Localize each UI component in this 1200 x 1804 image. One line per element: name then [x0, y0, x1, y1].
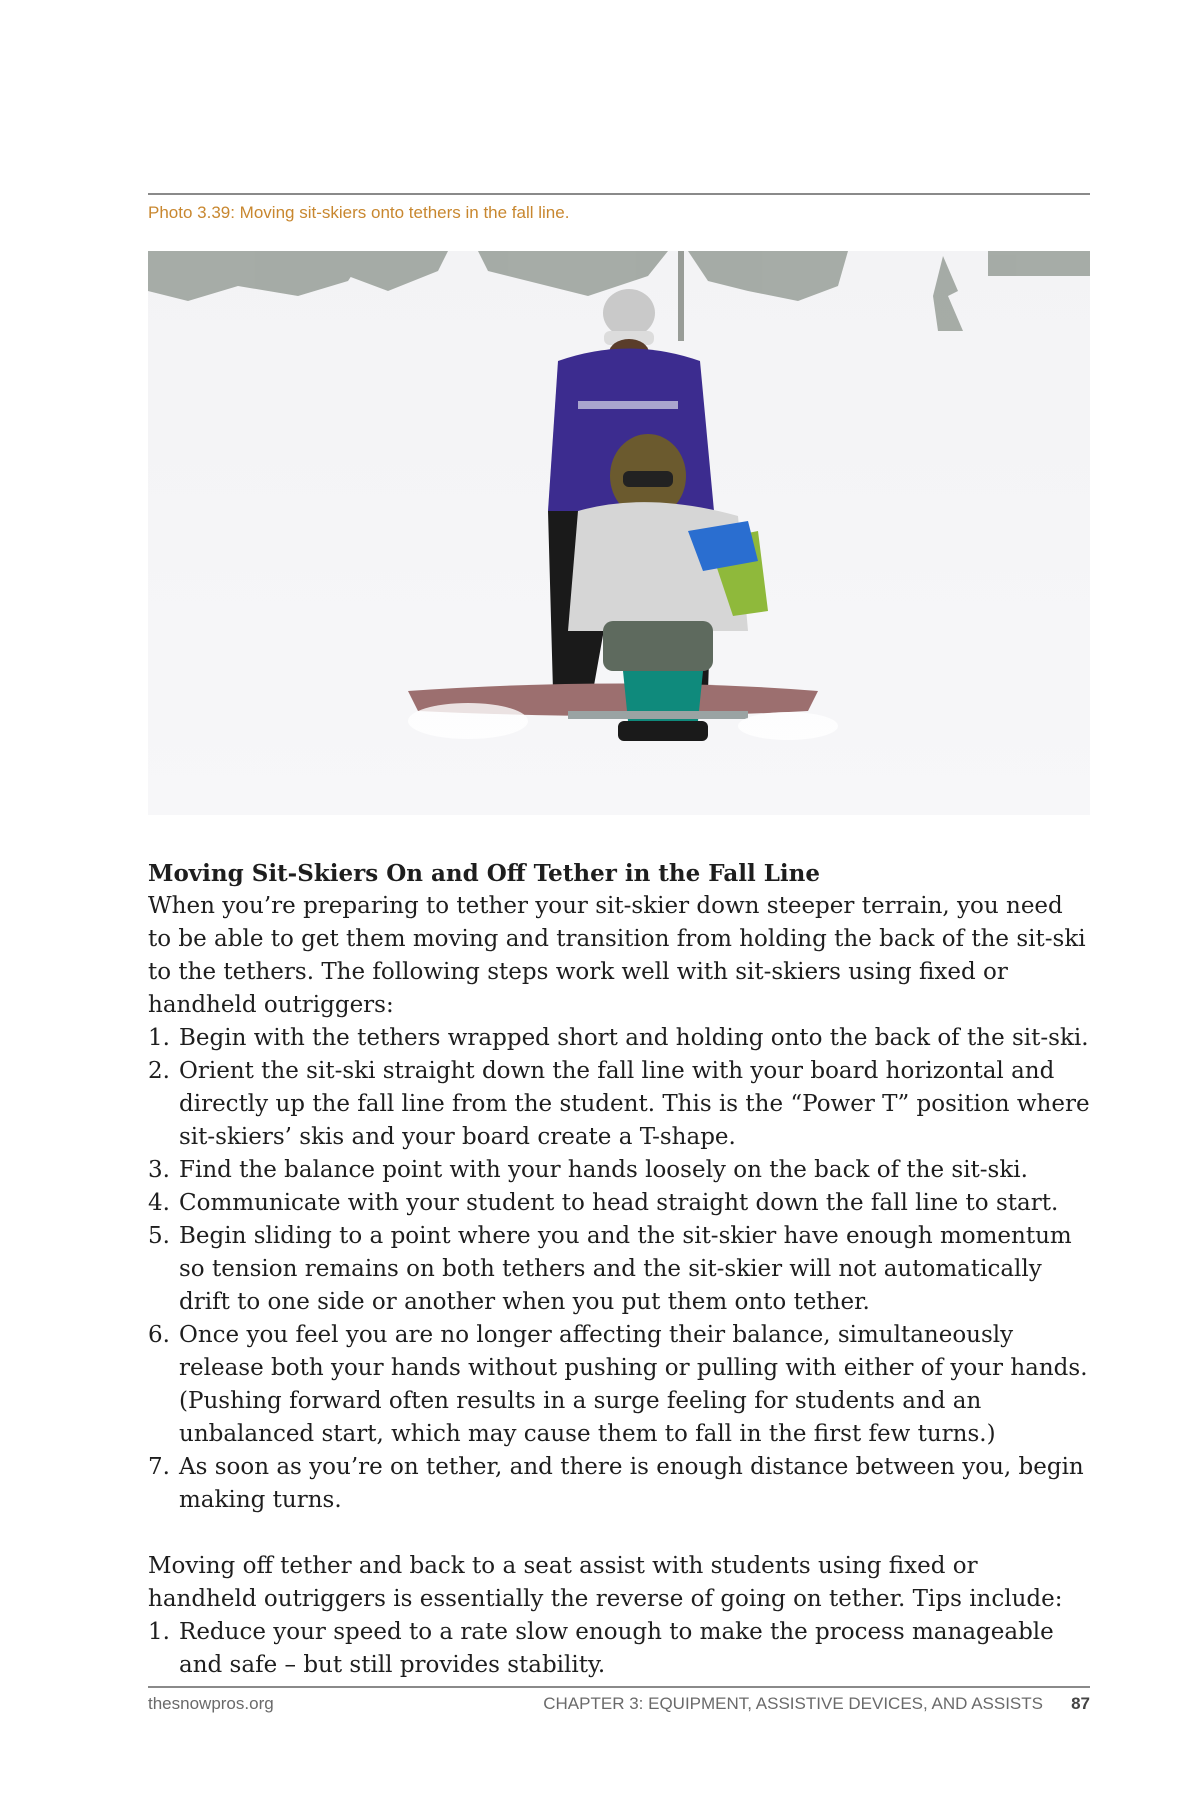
step-text: Reduce your speed to a rate slow enough to make the process manageable and safe – but still provides stability.: [179, 1619, 1054, 1678]
list-item: [148, 1616, 1090, 1682]
step-text: Find the balance point with your hands loosely on the back of the sit-ski.: [179, 1157, 1028, 1183]
step-text: Orient the sit-ski straight down the fall line with your board horizontal and directly up the fall line from the student. This is the “Power T” position where sit-skiers’ skis and your board create a T-shape.: [179, 1058, 1090, 1150]
snow-scene-illustration: [148, 251, 1090, 815]
intro-paragraph: When you’re preparing to tether your sit-skier down steeper terrain, you need to be able to get them moving and transition from holding the back of the sit-ski to the tethers. The following steps work well with sit-skiers using fixed or handheld outriggers:: [148, 893, 1086, 1018]
page-number: 87: [1071, 1694, 1090, 1713]
section-heading: Moving Sit-Skiers On and Off Tether in the Fall Line: [148, 860, 821, 887]
list-item: [148, 1154, 1090, 1187]
bottom-rule: [148, 1686, 1090, 1688]
step-number: 3.: [148, 1157, 170, 1183]
body-text: [148, 857, 1090, 1682]
step-number: 1.: [148, 1025, 170, 1051]
photo-caption: Photo 3.39: Moving sit-skiers onto tethers in the fall line.: [148, 203, 570, 222]
step-text: Begin sliding to a point where you and the sit-skier have enough momentum so tension remains on both tethers and the sit-skier will not automatically drift to one side or another when you put them onto tether.: [179, 1223, 1072, 1315]
list-item: [148, 1319, 1090, 1451]
step-text: Communicate with your student to head straight down the fall line to start.: [179, 1190, 1059, 1216]
paragraph-gap: [148, 1517, 1090, 1550]
list-item: [148, 1451, 1090, 1517]
step-number: 6.: [148, 1322, 170, 1348]
step-text: As soon as you’re on tether, and there is enough distance between you, begin making turns.: [179, 1454, 1084, 1513]
step-number: 5.: [148, 1223, 170, 1249]
footer-site-link[interactable]: thesnowpros.org: [148, 1694, 274, 1713]
list-item: [148, 1022, 1090, 1055]
top-rule: [148, 193, 1090, 195]
step-number: 4.: [148, 1190, 170, 1216]
list-item: [148, 1055, 1090, 1154]
on-tether-steps-list: [148, 1022, 1090, 1517]
list-item: [148, 1187, 1090, 1220]
step-number: 7.: [148, 1454, 170, 1480]
off-tether-steps-list: [148, 1616, 1090, 1682]
step-text: Begin with the tethers wrapped short and holding onto the back of the sit-ski.: [179, 1025, 1089, 1051]
step-text: Once you feel you are no longer affecting their balance, simultaneously release both your hands without pushing or pulling with either of your hands. (Pushing forward often results in a surge feeling for students and an unbalanced start, which may cause them to fall in the first few turns.): [179, 1322, 1088, 1447]
step-number: 2.: [148, 1058, 170, 1084]
step-number: 1.: [148, 1619, 170, 1645]
list-item: [148, 1220, 1090, 1319]
photo-sit-skiers-tether: [148, 251, 1090, 815]
footer-chapter-title: CHAPTER 3: EQUIPMENT, ASSISTIVE DEVICES, AND ASSISTS: [543, 1694, 1043, 1713]
off-tether-paragraph: Moving off tether and back to a seat assist with students using fixed or handheld outriggers is essentially the reverse of going on tether. Tips include:: [148, 1553, 1063, 1612]
